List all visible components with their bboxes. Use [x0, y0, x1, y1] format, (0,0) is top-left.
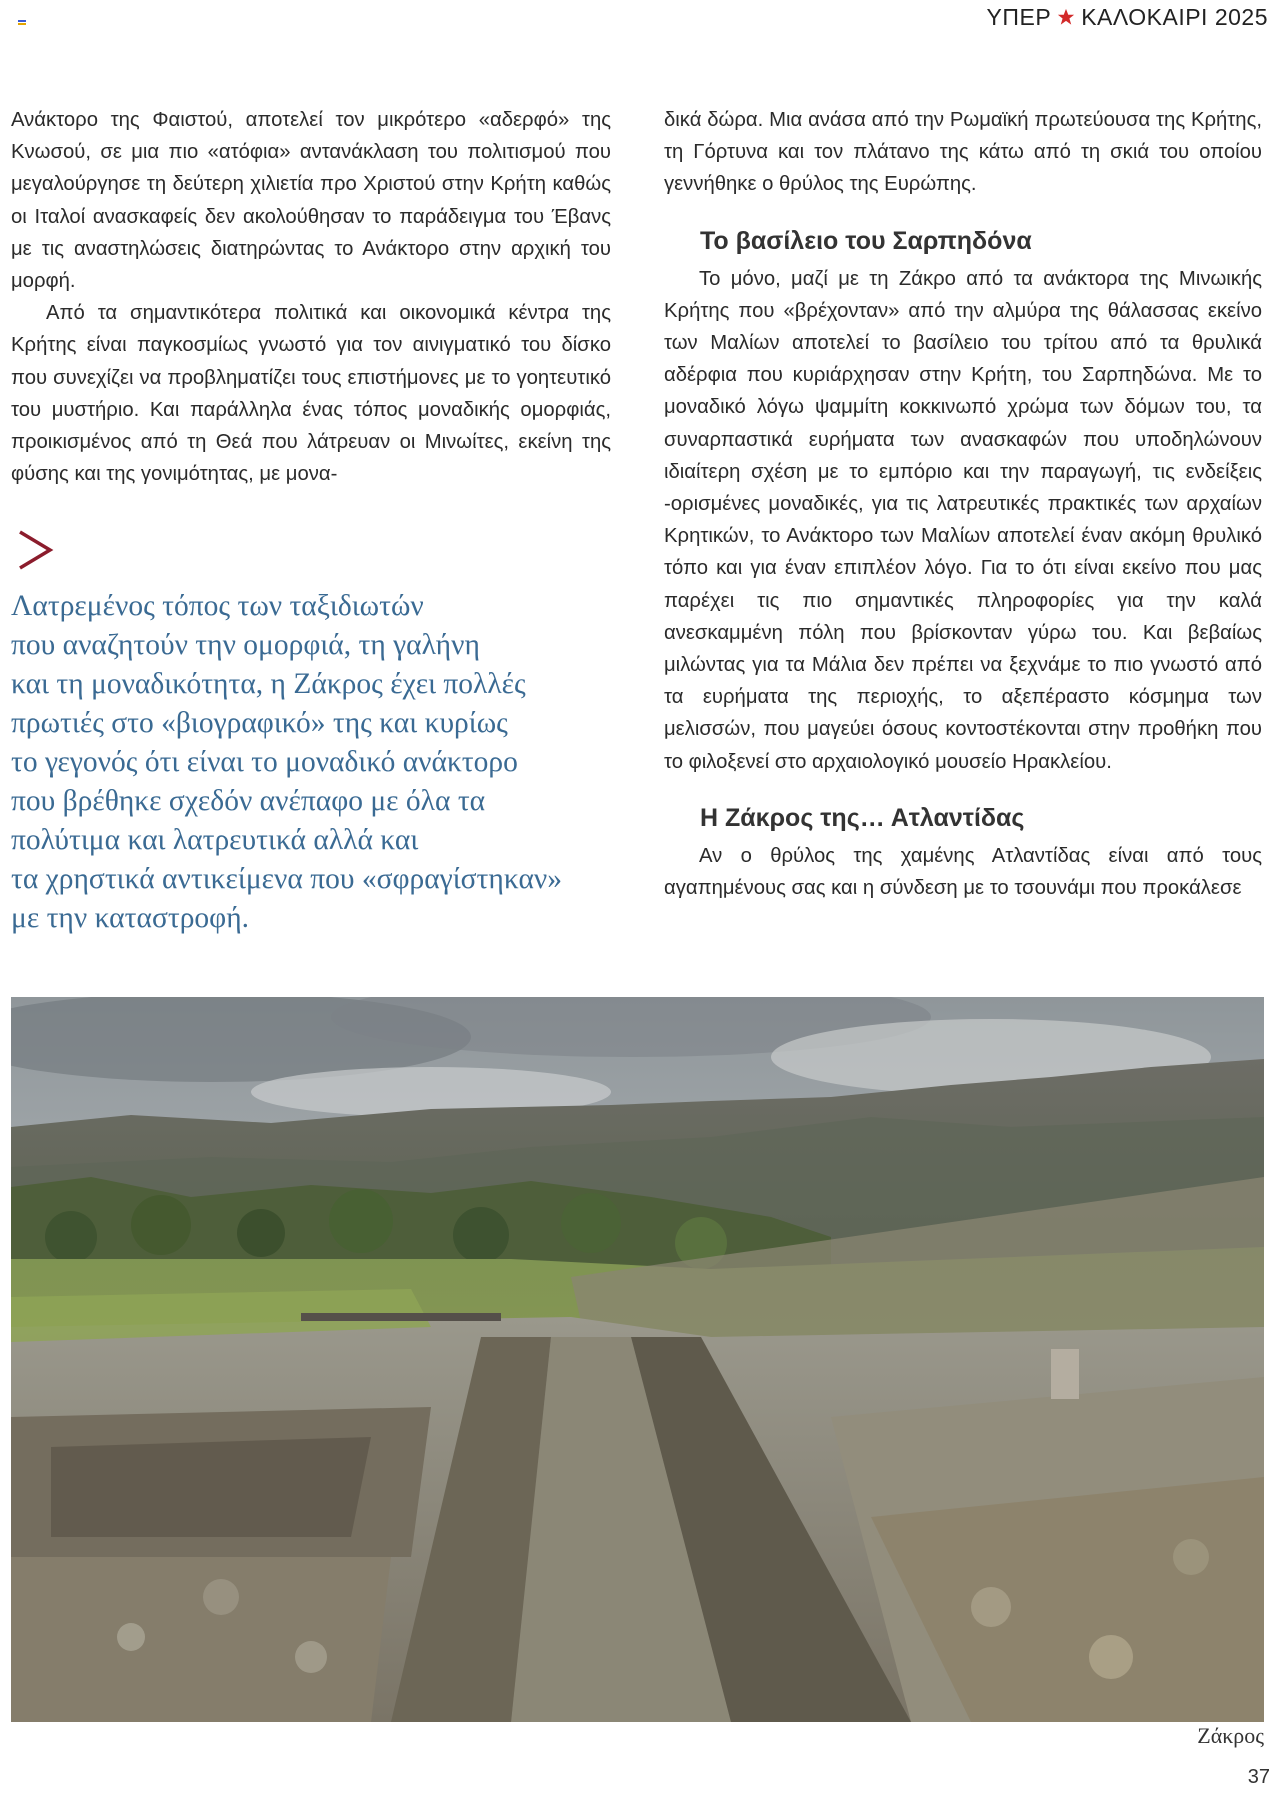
- pull-quote-line: και τη μοναδικότητα, η Ζάκρος έχει πολλές: [11, 668, 526, 700]
- body-paragraph: Από τα σημαντικότερα πολιτικά και οικονομικά κέντρα της Κρήτης είναι παγκοσμίως γνωστό για τον αινιγματικό του δίσκο που συνεχίζει να προβληματίζει τους επιστήμονες με το γοητευτικό του μυστήριο. Και παράλληλα ένας τόπος μοναδικής ομορφιάς, προικισμένος από τη Θεά που λάτρευαν οι Μινωίτες, εκείνη της φύσης και της γονιμότητας, με μονα-: [11, 302, 611, 486]
- body-paragraph: δικά δώρα. Μια ανάσα από την Ρωμαϊκή πρωτεύουσα της Κρήτης, τη Γόρτυνα και τον πλάτανο της κάτω από τη σκιά του οποίου γεννήθηκε ο θρύλος της Ευρώπης.: [664, 109, 1262, 196]
- red-star-logo-icon: [1057, 8, 1075, 26]
- pull-quote-line: το γεγονός ότι είναι το μοναδικό ανάκτορο: [11, 746, 518, 778]
- page-number: 37: [1247, 1766, 1270, 1788]
- body-paragraph: Το μόνο, μαζί με τη Ζάκρο από τα ανάκτορα της Μινωικής Κρήτης που «βρέχονταν» από την αλμύρα της θάλασσας εκείνο των Μαλίων αποτελεί το βασίλειο του τρίτου από τα θρυλικά αδέρφια που κυριάρχησαν στην Κρήτη, του Σαρπηδώνα. Με το μοναδικό λόγω ψαμμίτη κοκκινωπό χρώμα των δόμων του, τα συναρπαστικά ευρήματα των ανασκαφών που υποδηλώνουν ιδιαίτερη σχέση με το εμπόριο και την παραγωγή, τις ενδείξεις -ορισμένες μοναδικές, για τις λατρευτικές πρακτικές των αρχαίων Κρητικών, το Ανάκτορο των Μαλίων αποτελεί έναν ακόμη θρυλικό τόπο και για έναν επιπλέον λόγο. Για το ότι είναι εκείνο που μας παρέχει τις πιο σημαντικές πληροφορίες για την καλά ανεσκαμμένη πόλη που βρίσκονταν γύρω του. Και βεβαίως μιλώντας για τα Μάλια δεν πρέπει να ξεχνάμε το πιο γνωστό από τα ευρήματα της περιοχής, το αξεπέραστο κόσμημα των μελισσών, που μαγεύει όσους κοντοστέκονται στην προθήκη που το φιλοξενεί στο αρχαιολογικό μουσείο Ηρακλείου.: [664, 267, 1262, 773]
- photo-caption: Ζάκρος: [1197, 1723, 1264, 1748]
- pull-quote-line: που αναζητούν την ομορφιά, τη γαλήνη: [11, 629, 480, 661]
- zakros-ruins-photo: [11, 997, 1264, 1722]
- right-column: [664, 104, 1262, 904]
- publication-name: ΥΠΕΡ: [986, 3, 1052, 30]
- pull-quote-line: που βρέθηκε σχεδόν ανέπαφο με όλα τα: [11, 785, 486, 817]
- pull-quote-line: πολύτιμα και λατρευτικά αλλά και: [11, 824, 419, 856]
- pull-quote: [11, 587, 611, 938]
- chevron-right-icon: [16, 526, 56, 574]
- issue-label: ΚΑΛΟΚΑΙΡΙ 2025: [1081, 3, 1268, 30]
- page-header: [987, 2, 1268, 32]
- body-paragraph: Αν ο θρύλος της χαμένης Ατλαντίδας είναι από τους αγαπημένους σας και η σύνδεση με το τσουνάμι που προκάλεσε: [664, 844, 1262, 900]
- section-heading: Η Ζάκρος της… Ατλαντίδας: [700, 803, 1025, 832]
- body-paragraph: Ανάκτορο της Φαιστού, αποτελεί τον μικρότερο «αδερφό» της Κνωσού, σε μια πιο «ατόφια» αντανάκλαση του πολιτισμού που μεγαλούργησε τη δεύτερη χιλιετία προ Χριστού στην Κρήτη καθώς οι Ιταλοί ανασκαφείς δεν ακολούθησαν το παράδειγμα του Έβανς με τις αναστηλώσεις διατηρώντας το Ανάκτορο στην αρχική του μορφή.: [11, 109, 611, 293]
- pull-quote-line: πρωτιές στο «βιογραφικό» της και κυρίως: [11, 707, 508, 739]
- pull-quote-line: με την καταστροφή.: [11, 902, 250, 934]
- pull-quote-line: τα χρηστικά αντικείμενα που «σφραγίστηκαν»: [11, 863, 562, 895]
- section-heading: Το βασίλειο του Σαρπηδόνα: [700, 226, 1032, 255]
- left-column: [11, 104, 611, 490]
- corner-mark: [18, 20, 26, 25]
- pull-quote-line: Λατρεμένος τόπος των ταξιδιωτών: [11, 590, 424, 622]
